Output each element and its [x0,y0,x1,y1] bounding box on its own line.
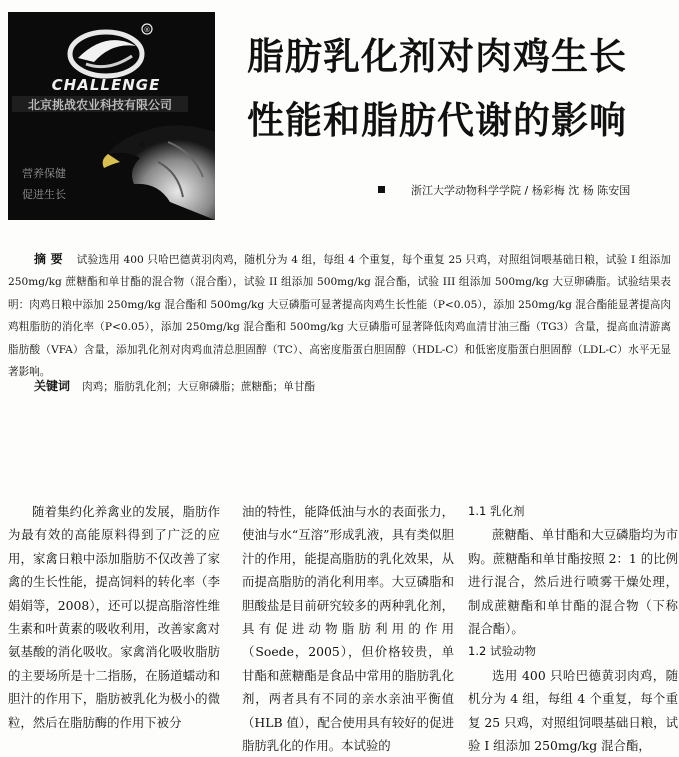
brand-name: CHALLENGE [51,76,161,94]
body-column-2: 油的特性，能降低油与水的表面张力，使油与水“互溶”形成乳液，具有类似胆汁的作用，能提高脂肪的乳化效果，从而提高脂肪的消化利用率。大豆磷脂和胆酸盐是目前研究较多的两种乳化剂，具有促进动物脂肪利用的作用（Soede，2005），但价格较贵，单甘酯和蔗糖酯是食品中常用的脂肪乳化剂，两者具有不同的亲水亲油平衡值（HLB 值），配合使用具有较好的促进脂肪乳化的作用。本试验的 [242,504,454,754]
paragraph-animals: 选用 400 只哈巴德黄羽肉鸡，随机分为 4 组，每组 4 个重复，每个重复 25 只鸡，对照组饲喂基础日粮，试验 I 组添加 250mg/kg 混合酯， [468,667,678,754]
section-heading-emulsifier: 1.1 乳化剂 [468,504,525,518]
body-column-1: 随着集约化养禽业的发展，脂肪作为最有效的高能原料得到了广泛的应用，家禽日粮中添加脂肪不仅改善了家禽的生长性能，提高饲料的转化率（李娟娟等，2008），还可以提高脂溶性维生素和叶黄素的吸收利用，改善家禽对氨基酸的消化吸收。家禽消化吸收脂肪的主要场所是十二指肠，在肠道蠕动和胆汁的作用下，脂肪被乳化为极小的微粒，然后在脂肪酶的作用下被分 [8,504,220,730]
article-title-line-2: 性能和脂肪代谢的影响 [247,99,627,142]
registered-mark: ® [143,26,151,34]
abstract [8,248,671,383]
challenge-logo-ad [8,12,215,220]
abstract-text: 试验选用 400 只哈巴德黄羽肉鸡，随机分为 4 组，每组 4 个重复，每个重复 25 只鸡，对照组饲喂基础日粮，试验 I 组添加 250mg/kg 蔗糖酯和单甘酯的混合物（混合酯），试验 II 组添加 500mg/kg 混合酯，试验 III 组添加 500mg/kg 大豆卵磷脂。试验结果表明：肉鸡日粮中添加 250mg/kg 混合酯和 500mg/kg 大豆磷脂可显著提高肉鸡生长性能（P<0.05），添加 250mg/kg 混合酯能显著提高肉鸡粗脂肪的消化率（P<0.05），添加 250mg/kg 混合酯和 500mg/kg 大豆磷脂可显著降低肉鸡血清甘油三酯（TG3）含量，提高血清游离脂肪酸（VFA）含量，添加乳化剂对肉鸡血清总胆固醇（TC）、高密度脂蛋白胆固醇（HDL-C）和低密度脂蛋白胆固醇（LDL-C）水平无显著影响。 [8,254,671,379]
section-heading-animals: 1.2 试验动物 [468,644,536,659]
abstract-label: 摘 要 [34,252,63,266]
keywords [34,377,315,394]
side-text-1: 营养保健 [22,167,66,180]
side-text-2: 促进生长 [22,188,66,201]
eagle-logo-graphic [8,12,215,220]
byline-text: 浙江大学动物科学学院 / 杨彩梅 沈 杨 陈安国 [411,184,631,197]
paragraph-emulsifier: 蔗糖酯、单甘酯和大豆磷脂均为市购。蔗糖酯和单甘酯按照 2：1 的比例进行混合，然后进行喷雾干燥处理，制成蔗糖酯和单甘酯的混合物（下称混合酯）。 [468,527,678,637]
article-title-line-1: 脂肪乳化剂对肉鸡生长 [247,35,627,78]
keywords-label: 关键词 [34,379,71,393]
square-bullet-icon [378,186,385,193]
body-column-3 [468,500,678,757]
company-name: 北京挑战农业科技有限公司 [27,98,173,112]
keywords-text: 肉鸡；脂肪乳化剂；大豆卵磷脂；蔗糖酯；单甘酯 [82,381,316,393]
byline [378,182,630,198]
